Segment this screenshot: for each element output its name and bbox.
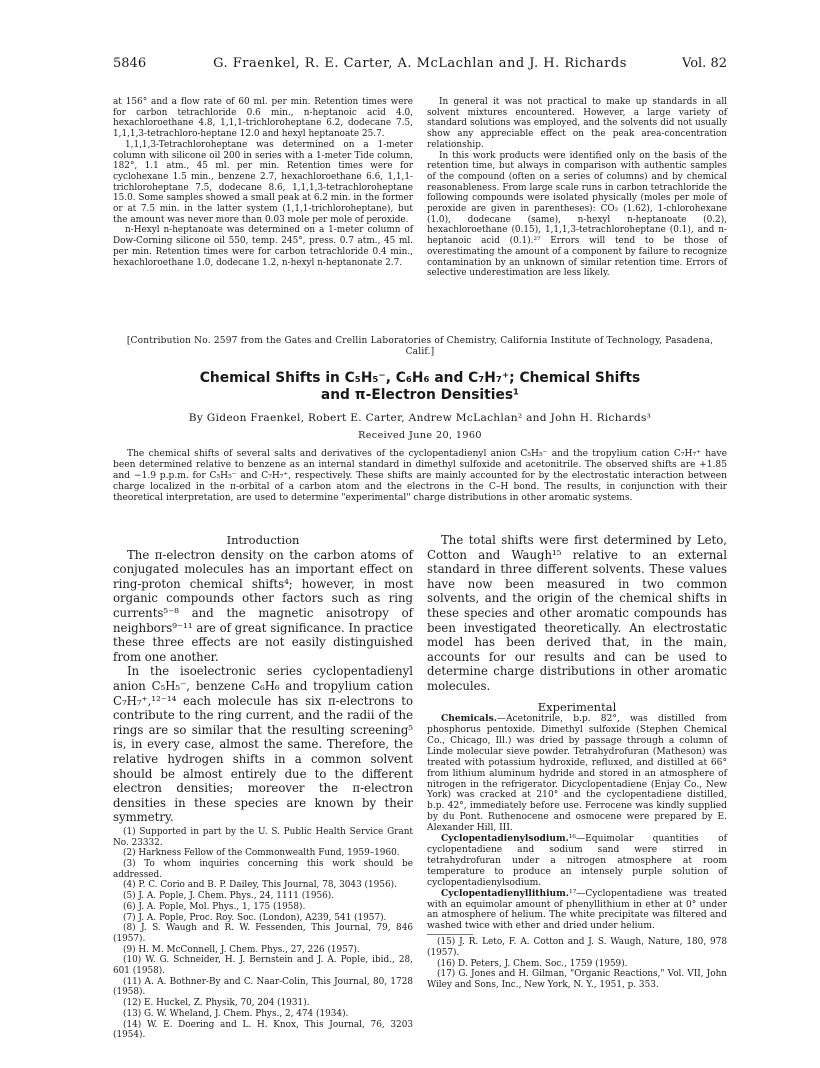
running-head <box>113 56 727 74</box>
volume-number: Vol. 82 <box>682 56 727 71</box>
footnote: (10) W. G. Schneider, H. J. Bernstein and J. A. Pople, ibid., 28, 601 (1958). <box>113 955 413 977</box>
received-date: Received June 20, 1960 <box>358 430 482 441</box>
footnote: (1) Supported in part by the U. S. Public Health Service Grant No. 23332. <box>113 826 413 848</box>
footnote: (12) E. Huckel, Z. Physik, 70, 204 (1931). <box>123 998 310 1009</box>
abstract <box>113 449 727 504</box>
paragraph-text: ¹⁶—Equimolar quantities of cyclopentadiene and sodium sand were stirred in tetrahydrofuran under a nitrogen atmosphere at room temperature to produce an intensely purple solution of cyclopentadienylsodium. <box>427 834 727 888</box>
paragraph: In this work products were identified only on the basis of the retention time, but always in comparison with authentic samples of the compound (often on a series of columns) and by chemical reasonableness. From large scale runs in carbon tetrachloride the following compounds were isolated physically (moles per mole of peroxide are given in parentheses): CO₂ (1.62), 1-chlorohexane (1.0), dodecane (same), n-hexyl n-heptanoate (0.2), hexachloroethane (0.15), 1,1,1,3-tetrachloroheptane (0.1), and n-heptanoic acid (0.1).²⁷ Errors will tend to be those of overestimating the amount of a component by failure to recognize contamination by an unknown of similar retention time. Errors of selective underestimation are less likely. <box>427 150 727 279</box>
paragraph: n-Hexyl n-heptanoate was determined on a 1-meter column of Dow-Corning silicone oil 550, temp. 245°, press. 0.7 atm., 45 ml. per min. Retention times were for carbon tetrachloride 0.4 min., hexachloroethane 1.0, dodecane 1.2, n-hexyl n-heptanonate 2.7. <box>113 225 413 268</box>
footnote: (14) W. E. Doering and L. H. Knox, This Journal, 76, 3203 (1954). <box>113 1019 413 1041</box>
footnote: (9) H. M. McConnell, J. Chem. Phys., 27, 226 (1957). <box>123 944 360 955</box>
footnotes-left <box>113 827 413 1041</box>
footnote-rule <box>427 934 473 935</box>
title-line-1: Chemical Shifts in C₅H₅⁻, C₆H₆ and C₇H₇⁺; Chemical Shifts <box>199 370 641 386</box>
top-right-column <box>427 97 727 279</box>
paragraph: The π-electron density on the carbon atoms of conjugated molecules has an important effect on ring-proton chemical shifts⁴; however, in most organic compounds other factors such as ring currents⁵⁻⁸ and the magnetic anisotropy of neighbors⁹⁻¹¹ are of great significance. In practice these three effects are not easily distinguished from one another. <box>113 547 413 664</box>
paragraph: at 156° and a flow rate of 60 ml. per min. Retention times were for carbon tetrachloride 0.6 min., n-heptanoic acid 4.0, hexachloroethane 4.8, 1,1,1-trichloroheptane 6.2, dodecane 7.5, 1,1,1,3-tetrachloro-heptane 12.0 and hexyl heptanoate 25.7. <box>113 97 413 140</box>
paragraph: In the isoelectronic series cyclopentadienyl anion C₅H₅⁻, benzene C₆H₆ and tropylium cation C₇H₇⁺,¹²⁻¹⁴ each molecule has six π-electrons to contribute to the ring current, and the radii of the rings are so similar that the resulting screening⁵ is, in every case, almost the same. Therefore, the relative hydrogen shifts in a common solvent should be almost entirely due to the different electron densities; moreover the π-electron densities in these species are known by their symmetry. <box>113 664 413 825</box>
left-column <box>113 533 413 1041</box>
contribution-note: [Contribution No. 2597 from the Gates and Crellin Laboratories of Chemistry, California Institute of Technology, Pasadena, Calif.] <box>126 336 714 357</box>
running-authors: G. Fraenkel, R. E. Carter, A. McLachlan and J. H. Richards <box>213 56 627 71</box>
footnote: (11) A. A. Bothner-By and C. Naar-Colin, This Journal, 80, 1728 (1958). <box>113 976 413 998</box>
footnote: (2) Harkness Fellow of the Commonwealth Fund, 1959–1960. <box>123 848 400 859</box>
paragraph <box>427 834 727 889</box>
article-title <box>113 370 727 404</box>
footnotes-right <box>427 937 727 991</box>
paragraph: The total shifts were first determined by Leto, Cotton and Waugh¹⁵ relative to an external standard in three different solvents. These values have now been measured in two common solvents, and the origin of the chemical shifts in these species and other aromatic compounds has been investigated theoretically. An electrostatic model has been derived that, in the main, accounts for our results and can be used to determine charge distributions in other aromatic molecules. <box>427 533 727 693</box>
paragraph: In general it was not practical to make up standards in all solvent mixtures encountered. However, a large variety of standard solutions was employed, and the solvents did not usually show any appreciable effect on the peak area-concentration relationship. <box>427 97 727 150</box>
footnote: (7) J. A. Pople, Proc. Roy. Soc. (London), A239, 541 (1957). <box>123 912 387 923</box>
title-line-2: and π-Electron Densities¹ <box>320 387 520 403</box>
abstract-text: The chemical shifts of several salts and derivatives of the cyclopentadienyl anion C₅H₅⁻ and the tropylium cation C₇H₇⁺ have been determined relative to benzene as an internal standard in dimethyl sulfoxide and acetonitrile. The observed shifts are +1.85 and −1.9 p.p.m. for C₅H₅⁻ and C₇H₇⁺, respectively. These shifts are mainly accounted for by the electrostatic interaction between charge localized in the π-orbital of a carbon atom and the electrons in the C–H bond. The results, in conjunction with their theoretical interpretation, are used to determine "experimental" charge distributions in other aromatic systems. <box>113 449 727 503</box>
paragraph <box>427 714 727 834</box>
footnote: (8) J. S. Waugh and R. W. Fessenden, This Journal, 79, 846 (1957). <box>113 923 413 944</box>
footnote: (4) P. C. Corio and B. P. Dailey, This Journal, 78, 3043 (1956). <box>123 880 397 891</box>
footnote: (15) J. R. Leto, F. A. Cotton and J. S. Waugh, Nature, 180, 978 (1957). <box>427 937 727 958</box>
paragraph <box>427 889 727 933</box>
paragraph-text: —Acetonitrile, b.p. 82°, was distilled from phosphorus pentoxide. Dimethyl sulfoxide (Stephen Chemical Co., Chicago, Ill.) was dried by passage through a column of Linde molecular sieve powder. Tetrahydrofuran (Matheson) was treated with potassium hydroxide, refluxed, and distilled at 66° from lithium aluminum hydride and stored in an atmosphere of nitrogen in the refrigerator. Dicyclopentadiene (Enjay Co., New York) was cracked at 210° and the cyclopentadiene distilled, b.p. 42°, immediately before use. Ferrocene was kindly supplied by du Pont. Ruthenocene and osmocene were prepared by E. Alexander Hill, III. <box>427 714 727 834</box>
footnote: (16) D. Peters, J. Chem. Soc., 1759 (1959). <box>437 958 628 969</box>
paragraph: 1,1,1,3-Tetrachloroheptane was determined on a 1-meter column with silicone oil 200 in series with a 1-meter Tide column, 182°, 1.1 atm., 45 ml. per min. Retention times were for cyclohexane 1.5 min., benzene 2.7, hexachloroethane 6.6, 1,1,1-trichloroheptane 7.5, dodecane 8.6, 1,1,1,3-tetrachloroheptane 15.0. Some samples showed a small peak at 6.2 min. in the former or at 7.5 min. in the latter system (1,1,1-trichloroheptane), but the amount was never more than 0.03 mole per mole of peroxide. <box>113 139 413 225</box>
footnote: (13) G. W. Wheland, J. Chem. Phys., 2, 474 (1934). <box>123 1008 349 1019</box>
page-number: 5846 <box>113 56 147 71</box>
section-heading: Introduction <box>226 533 300 547</box>
footnote: (3) To whom inquiries concerning this work should be addressed. <box>113 858 413 880</box>
right-column <box>427 533 727 991</box>
footnote: (6) J. A. Pople, Mol. Phys., 1, 175 (1958). <box>123 901 306 912</box>
footnote: (17) G. Jones and H. Gilman, "Organic Reactions," Vol. VII, John Wiley and Sons, Inc., New York, N. Y., 1951, p. 353. <box>427 969 727 991</box>
byline: By Gideon Fraenkel, Robert E. Carter, Andrew McLachlan² and John H. Richards³ <box>188 412 652 424</box>
section-heading: Experimental <box>537 699 617 714</box>
run-in-heading: Cyclopentadienyllithium. <box>441 887 569 899</box>
top-left-column <box>113 97 413 268</box>
footnote: (5) J. A. Pople, J. Chem. Phys., 24, 1111 (1956). <box>123 891 335 902</box>
run-in-heading: Chemicals. <box>441 713 497 725</box>
run-in-heading: Cyclopentadienylsodium. <box>441 833 569 845</box>
paragraph-text: ¹⁷—Cyclopentadiene was treated with an equimolar amount of phenyllithium in ether at 0° under an atmosphere of helium. The white precipitate was filtered and washed twice with ether and dried under helium. <box>427 888 727 932</box>
